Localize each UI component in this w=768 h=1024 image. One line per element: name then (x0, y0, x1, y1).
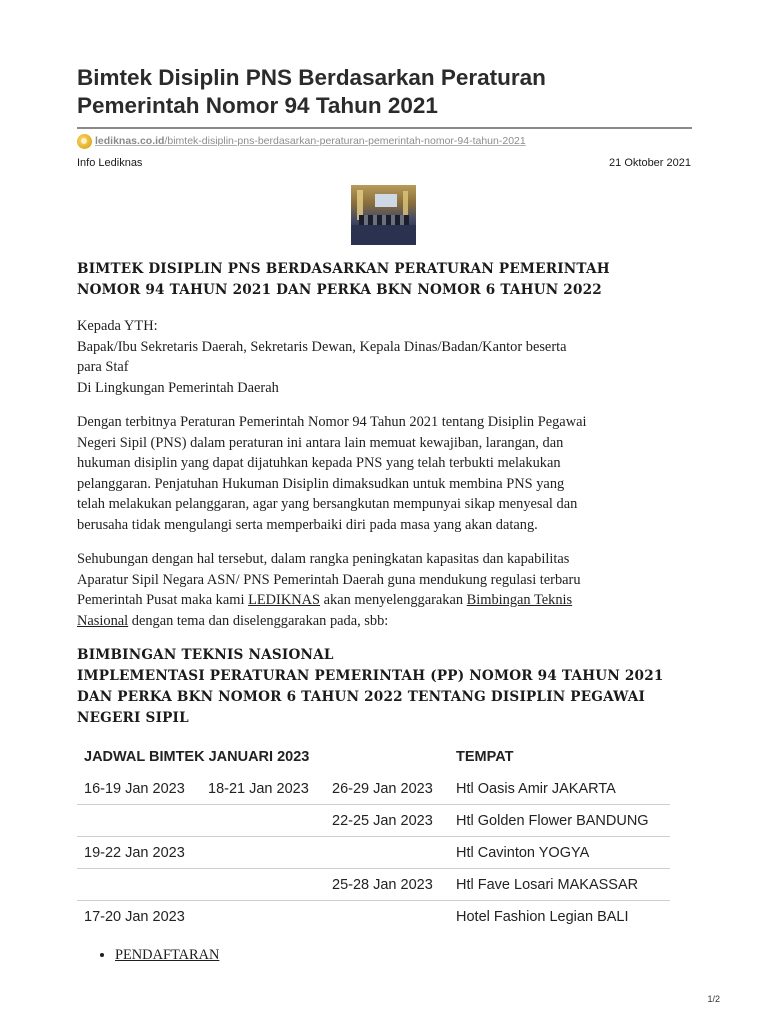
paragraph-intro-line-2: Negeri Sipil (PNS) dalam peraturan ini antara lain memuat kewajiban, larangan, dan (77, 434, 564, 451)
category-label: Info Lediknas (77, 157, 143, 169)
paragraph-invitation-line-3 (77, 590, 697, 611)
article-heading-line-2: NOMOR 94 TAHUN 2021 DAN PERKA BKN NOMOR 6 TAHUN 2022 (77, 282, 602, 298)
table-row (77, 805, 670, 837)
schedule-cell (325, 837, 449, 869)
place-cell: Htl Golden Flower BANDUNG (449, 805, 670, 837)
article-heading (77, 259, 697, 301)
paragraph-invitation (77, 549, 697, 631)
schedule-cell: 26-29 Jan 2023 (332, 780, 433, 797)
table-row (77, 837, 670, 869)
paragraph-intro-line-5: telah melakukan pelanggaran, agar yang bersangkutan mempunyai sikap menyesal dan (77, 496, 578, 512)
program-heading-line-1: BIMBINGAN TEKNIS NASIONAL (77, 647, 334, 663)
schedule-cell: 22-25 Jan 2023 (325, 805, 449, 837)
paragraph-intro-line-4: pelanggaran. Penjatuhan Hukuman Disiplin dimaksudkan untuk membina PNS yang (77, 475, 565, 492)
registration-list (77, 945, 219, 965)
table-row (77, 901, 670, 933)
schedule-cell: 19-22 Jan 2023 (77, 837, 201, 869)
place-cell: Hotel Fashion Legian BALI (449, 901, 670, 933)
schedule-cell (201, 901, 325, 933)
schedule-cell (77, 869, 201, 901)
publish-date: 21 Oktober 2021 (609, 157, 691, 169)
schedule-table (77, 740, 670, 932)
schedule-cell (201, 805, 325, 837)
paragraph-intro-line-1: Dengan terbitnya Peraturan Pemerintah Nomor 94 Tahun 2021 tentang Disiplin Pegawai (77, 414, 587, 430)
bimbingan-teknis-link-continued[interactable]: Nasional (77, 612, 129, 629)
addressee-line-2: Bapak/Ibu Sekretaris Daerah, Sekretaris Dewan, Kepala Dinas/Badan/Kantor beserta (77, 338, 567, 355)
paragraph-intro (77, 412, 697, 535)
schedule-header: JADWAL BIMTEK JANUARI 2023 (84, 748, 310, 765)
article-heading-line-1: BIMTEK DISIPLIN PNS BERDASARKAN PERATURAN PEMERINTAH (77, 261, 610, 277)
paragraph-intro-line-6: berusaha tidak mengulangi serta memperbaiki diri pada masa yang akan datang. (77, 516, 538, 533)
source-url-domain: lediknas.co.id (95, 135, 165, 147)
schedule-header-row (77, 740, 670, 773)
lediknas-logo-icon (77, 134, 92, 149)
photo-audience (359, 215, 409, 225)
page-number: 1/2 (707, 994, 720, 1004)
program-heading (77, 645, 697, 729)
schedule-cell (325, 901, 449, 933)
paragraph-invitation-line-4 (77, 611, 697, 632)
program-heading-line-3: DAN PERKA BKN NOMOR 6 TAHUN 2022 TENTANG DISIPLIN PEGAWAI (77, 689, 646, 705)
schedule-cell (201, 837, 325, 869)
paragraph-invitation-line-2: Aparatur Sipil Negara ASN/ PNS Pemerintah Daerah guna mendukung regulasi terbaru (77, 571, 581, 588)
schedule-cell (201, 869, 325, 901)
addressee-block (77, 316, 697, 398)
schedule-cell: 17-20 Jan 2023 (77, 901, 201, 933)
lediknas-link[interactable]: LEDIKNAS (248, 592, 321, 608)
program-heading-line-4: NEGERI SIPIL (77, 710, 189, 726)
source-url[interactable] (77, 132, 526, 150)
place-header: TEMPAT (456, 748, 514, 765)
source-url-link[interactable] (95, 135, 526, 147)
seminar-room-photo (351, 185, 416, 245)
addressee-line-4: Di Lingkungan Pemerintah Daerah (77, 379, 279, 396)
schedule-cell: 16-19 Jan 2023 (84, 780, 185, 797)
page-title-line-1: Bimtek Disiplin PNS Berdasarkan Peraturan (77, 65, 546, 90)
addressee-line-3: para Staf (77, 359, 129, 375)
place-cell: Htl Fave Losari MAKASSAR (449, 869, 670, 901)
schedule-cell (77, 805, 201, 837)
place-cell: Htl Oasis Amir JAKARTA (456, 780, 616, 797)
schedule-cell: 25-28 Jan 2023 (325, 869, 449, 901)
table-row (77, 869, 670, 901)
registration-link[interactable]: PENDAFTARAN (115, 947, 220, 963)
title-divider (77, 127, 692, 129)
photo-screen (375, 194, 397, 207)
paragraph-invitation-text: Pemerintah Pusat maka kami (77, 592, 249, 608)
place-cell: Htl Cavinton YOGYA (449, 837, 670, 869)
table-row (77, 773, 670, 805)
addressee-line-1: Kepada YTH: (77, 318, 158, 334)
bimbingan-teknis-link[interactable]: Bimbingan Teknis (466, 592, 573, 608)
paragraph-invitation-text-3: dengan tema dan diselenggarakan pada, sbb: (128, 612, 389, 629)
paragraph-invitation-line-1: Sehubungan dengan hal tersebut, dalam rangka peningkatan kapasitas dan kapabilitas (77, 551, 570, 567)
paragraph-invitation-text-2: akan menyelenggarakan (320, 592, 467, 608)
source-url-path: /bimtek-disiplin-pns-berdasarkan-peraturan-pemerintah-nomor-94-tahun-2021 (164, 135, 526, 147)
photo-table (351, 225, 416, 245)
page-title (77, 64, 697, 120)
list-item (115, 945, 219, 965)
paragraph-intro-line-3: hukuman disiplin yang dapat dijatuhkan kepada PNS yang telah terbukti melakukan (77, 455, 561, 471)
program-heading-line-2: IMPLEMENTASI PERATURAN PEMERINTAH (PP) NOMOR 94 TAHUN 2021 (77, 668, 664, 684)
page-title-line-2: Pemerintah Nomor 94 Tahun 2021 (77, 93, 438, 118)
schedule-cell: 18-21 Jan 2023 (208, 780, 309, 797)
